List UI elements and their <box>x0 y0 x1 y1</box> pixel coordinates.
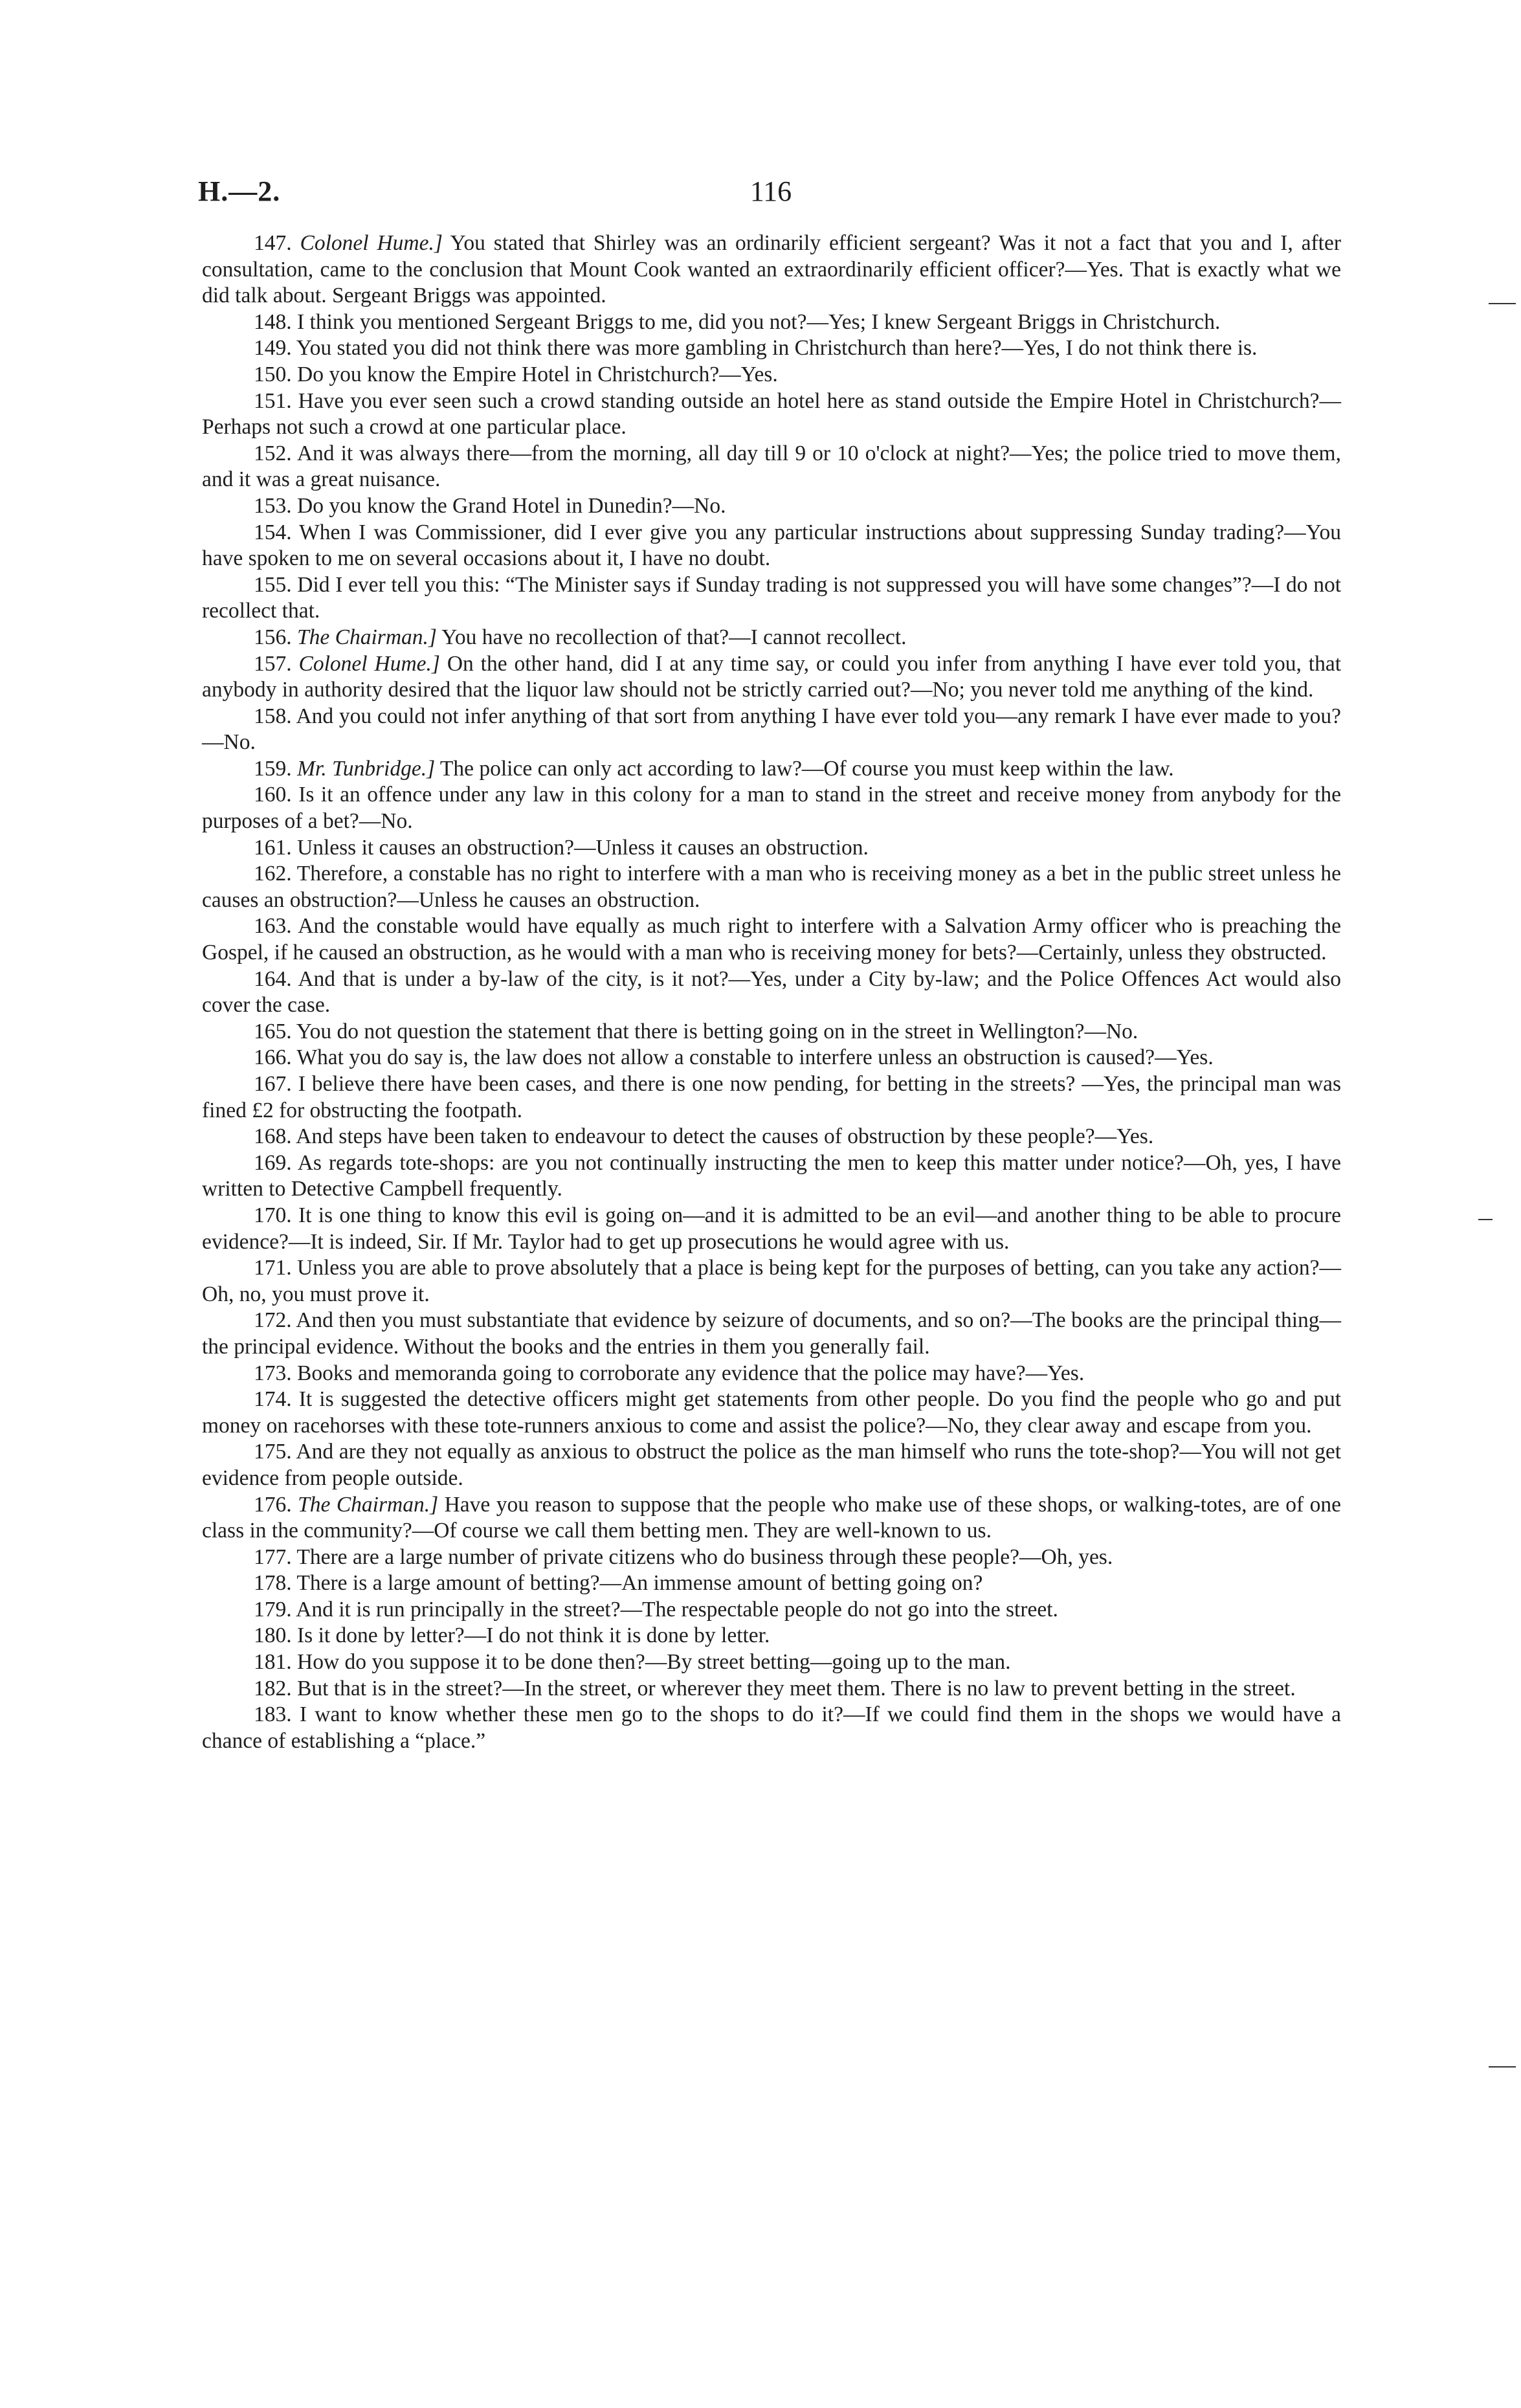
question-number: 181. <box>254 1650 292 1675</box>
testimony-paragraph <box>202 1387 1341 1439</box>
question-answer-text: It is suggested the detective officers might get statements from other people. Do you find the people who go and put money on racehorses with these tote-runners anxious to come and assist the police?—No, they clear away and escape from you. <box>202 1387 1342 1438</box>
margin-mark <box>1489 2066 1516 2068</box>
question-number: 182. <box>254 1676 292 1700</box>
question-answer-text: I want to know whether these men go to the shops to do it?—If we could find them in the shops we would have a chance of establishing a “place.” <box>202 1702 1342 1753</box>
testimony-paragraph <box>202 388 1341 441</box>
testimony-paragraph <box>202 1361 1341 1387</box>
testimony-paragraph <box>202 1597 1341 1623</box>
testimony-paragraph <box>202 1071 1341 1124</box>
question-number: 158. <box>254 704 292 728</box>
question-answer-text: There is a large amount of betting?—An immense amount of betting going on? <box>296 1571 983 1596</box>
testimony-paragraph <box>202 1623 1341 1649</box>
speaker-label: Colonel Hume.] <box>300 231 443 255</box>
testimony-paragraph <box>202 835 1341 862</box>
question-number: 153. <box>254 493 292 518</box>
question-answer-text: And the constable would have equally as much right to interfere with a Salvation Army officer who is preaching the Gospel, if he caused an obstruction, as he would with a man who is receiving money for bets?—Certainly, unless they obstructed. <box>202 914 1341 965</box>
question-answer-text: There are a large number of private citizens who do business through these people?—Oh, yes. <box>296 1544 1113 1569</box>
testimony-paragraph <box>202 1439 1341 1491</box>
question-answer-text: When I was Commissioner, did I ever give you any particular instructions about suppressing Sunday trading?—You have spoken to me on several occasions about it, I have no doubt. <box>202 520 1342 571</box>
question-number: 148. <box>254 309 292 334</box>
question-number: 174. <box>254 1387 292 1412</box>
question-answer-text: It is one thing to know this evil is going on—and it is admitted to be an evil—and another thing to be able to procure evidence?—It is indeed, Sir. If Mr. Taylor had to get up prosecutions he would agree with us. <box>202 1203 1342 1254</box>
question-answer-text: Did I ever tell you this: “The Minister says if Sunday trading is not suppressed you will have some changes”?—I do not recollect that. <box>202 572 1342 623</box>
question-number: 154. <box>254 520 292 544</box>
question-number: 172. <box>254 1308 292 1333</box>
question-answer-text: And it is run principally in the street?—The respectable people do not go into the street. <box>296 1597 1058 1622</box>
testimony-paragraph <box>202 756 1341 783</box>
question-number: 178. <box>254 1571 292 1596</box>
question-number: 170. <box>254 1203 292 1227</box>
question-answer-text: And steps have been taken to endeavour to detect the causes of obstruction by these people?—Yes. <box>296 1124 1154 1149</box>
question-number: 160. <box>254 783 292 807</box>
question-answer-text: What you do say is, the law does not allow a constable to interfere unless an obstruction is caused?—Yes. <box>296 1045 1214 1070</box>
testimony-paragraph <box>202 1203 1341 1255</box>
testimony-paragraph <box>202 1150 1341 1203</box>
testimony-paragraph <box>202 704 1341 756</box>
question-number: 175. <box>254 1440 292 1464</box>
question-number: 163. <box>254 914 292 939</box>
question-number: 177. <box>254 1544 292 1569</box>
testimony-paragraph <box>202 1308 1341 1360</box>
question-answer-text: You stated that Shirley was an ordinarily efficient sergeant? Was it not a fact that you and I, after consultation, came to the conclusion that Mount Cook wanted an extraordinarily efficient officer?—Yes. That is exactly what we did talk about. Sergeant Briggs was appointed. <box>202 231 1341 308</box>
testimony-paragraph <box>202 1492 1341 1544</box>
testimony-body <box>202 230 1341 1754</box>
question-number: 166. <box>254 1045 292 1070</box>
question-answer-text: Is it an offence under any law in this colony for a man to stand in the street and receive money from anybody for the purposes of a bet?—No. <box>202 783 1341 834</box>
testimony-paragraph <box>202 861 1341 913</box>
question-number: 157. <box>254 651 292 676</box>
question-number: 150. <box>254 362 292 386</box>
question-number: 161. <box>254 835 292 860</box>
question-answer-text: You do not question the statement that there is betting going on in the street in Wellington?—No. <box>296 1019 1138 1043</box>
speaker-label: The Chairman.] <box>298 1492 439 1517</box>
question-number: 156. <box>254 625 292 649</box>
testimony-paragraph <box>202 520 1341 572</box>
testimony-paragraph <box>202 782 1341 834</box>
testimony-paragraph <box>202 1544 1341 1571</box>
question-answer-text: I believe there have been cases, and there is one now pending, for betting in the streets? —Yes, the principal man was fined £2 for obstructing the footpath. <box>202 1072 1342 1122</box>
question-number: 159. <box>254 756 292 781</box>
question-answer-text: The police can only act according to law?—Of course you must keep within the law. <box>439 756 1174 781</box>
question-number: 164. <box>254 966 292 991</box>
question-number: 168. <box>254 1124 292 1149</box>
testimony-paragraph <box>202 1570 1341 1597</box>
question-answer-text: Do you know the Empire Hotel in Christchurch?—Yes. <box>297 362 778 386</box>
question-answer-text: And that is under a by-law of the city, is it not?—Yes, under a City by-law; and the Police Offences Act would also cover the case. <box>202 966 1341 1018</box>
question-number: 176. <box>254 1492 292 1517</box>
speaker-label: The Chairman.] <box>297 625 437 649</box>
question-answer-text: Do you know the Grand Hotel in Dunedin?—No. <box>297 493 726 518</box>
question-answer-text: As regards tote-shops: are you not continually instructing the men to keep this matter under notice?—Oh, yes, I have written to Detective Campbell frequently. <box>202 1150 1342 1201</box>
question-number: 165. <box>254 1019 292 1043</box>
question-answer-text: I think you mentioned Sergeant Briggs to me, did you not?—Yes; I knew Sergeant Briggs in Christchurch. <box>297 309 1221 334</box>
testimony-paragraph <box>202 625 1341 651</box>
question-answer-text: And it was always there—from the morning, all day till 9 or 10 o'clock at night?—Yes; the police tried to move them, and it was a great nuisance. <box>202 441 1341 492</box>
question-number: 171. <box>254 1256 292 1280</box>
question-number: 173. <box>254 1361 292 1385</box>
question-number: 162. <box>254 862 292 886</box>
speaker-label: Mr. Tunbridge.] <box>297 756 436 781</box>
question-number: 183. <box>254 1702 292 1727</box>
testimony-paragraph <box>202 1124 1341 1150</box>
testimony-paragraph <box>202 1019 1341 1045</box>
testimony-paragraph <box>202 1702 1341 1754</box>
question-number: 169. <box>254 1150 292 1175</box>
testimony-paragraph <box>202 572 1341 625</box>
question-answer-text: Books and memoranda going to corroborate any evidence that the police may have?—Yes. <box>297 1361 1085 1385</box>
question-answer-text: And then you must substantiate that evidence by seizure of documents, and so on?—The books are the principal thing—the principal evidence. Without the books and the entries in them you generally fail. <box>202 1308 1342 1359</box>
margin-mark <box>1489 303 1516 304</box>
testimony-paragraph <box>202 651 1341 704</box>
question-number: 152. <box>254 441 292 465</box>
testimony-paragraph <box>202 493 1341 520</box>
question-number: 151. <box>254 388 292 413</box>
question-answer-text: How do you suppose it to be done then?—By street betting—going up to the man. <box>297 1650 1011 1675</box>
question-answer-text: But that is in the street?—In the street, or wherever they meet them. There is no law to prevent betting in the street. <box>297 1676 1296 1700</box>
question-number: 149. <box>254 336 292 361</box>
testimony-paragraph <box>202 1676 1341 1702</box>
page-number: 116 <box>749 175 792 207</box>
question-answer-text: Have you reason to suppose that the people who make use of these shops, or walking-totes, are of one class in the community?—Of course we call them betting men. They are well-known to us. <box>202 1492 1342 1543</box>
question-answer-text: Have you ever seen such a crowd standing outside an hotel here as stand outside the Empire Hotel in Christchurch?—Perhaps not such a crowd at one particular place. <box>202 388 1341 440</box>
question-number: 179. <box>254 1597 292 1622</box>
testimony-paragraph <box>202 309 1341 336</box>
question-number: 155. <box>254 572 292 597</box>
question-number: 180. <box>254 1623 292 1648</box>
question-answer-text: Unless you are able to prove absolutely that a place is being kept for the purposes of betting, can you take any action?—Oh, no, you must prove it. <box>202 1256 1342 1306</box>
testimony-paragraph <box>202 335 1341 362</box>
testimony-paragraph <box>202 441 1341 493</box>
testimony-paragraph <box>202 230 1341 309</box>
question-number: 167. <box>254 1072 292 1096</box>
question-answer-text: Is it done by letter?—I do not think it is done by letter. <box>297 1623 770 1648</box>
testimony-paragraph <box>202 362 1341 388</box>
question-answer-text: And you could not infer anything of that sort from anything I have ever told you—any remark I have ever made to you?—No. <box>202 704 1342 755</box>
margin-mark <box>1478 1219 1493 1220</box>
document-code: H.—2. <box>198 175 281 207</box>
testimony-paragraph <box>202 1045 1341 1071</box>
page-header <box>198 175 1344 214</box>
testimony-paragraph <box>202 1649 1341 1676</box>
speaker-label: Colonel Hume.] <box>298 651 440 676</box>
question-answer-text: Therefore, a constable has no right to interfere with a man who is receiving money as a bet in the public street unless he causes an obstruction?—Unless he causes an obstruction. <box>202 862 1341 912</box>
question-answer-text: You stated you did not think there was more gambling in Christchurch than here?—Yes, I do not think there is. <box>296 336 1258 361</box>
question-answer-text: Unless it causes an obstruction?—Unless it causes an obstruction. <box>297 835 869 860</box>
testimony-paragraph <box>202 1255 1341 1308</box>
question-answer-text: You have no recollection of that?—I cannot recollect. <box>441 625 907 649</box>
question-answer-text: On the other hand, did I at any time say, or could you infer from anything I have ever told you, that anybody in authority desired that the liquor law should not be strictly carried out?—No; you never told me anything of the kind. <box>202 651 1342 702</box>
testimony-paragraph <box>202 913 1341 966</box>
question-number: 147. <box>254 231 292 255</box>
question-answer-text: And are they not equally as anxious to obstruct the police as the man himself who runs the tote-shop?—You will not get evidence from people outside. <box>202 1440 1341 1490</box>
testimony-paragraph <box>202 966 1341 1019</box>
